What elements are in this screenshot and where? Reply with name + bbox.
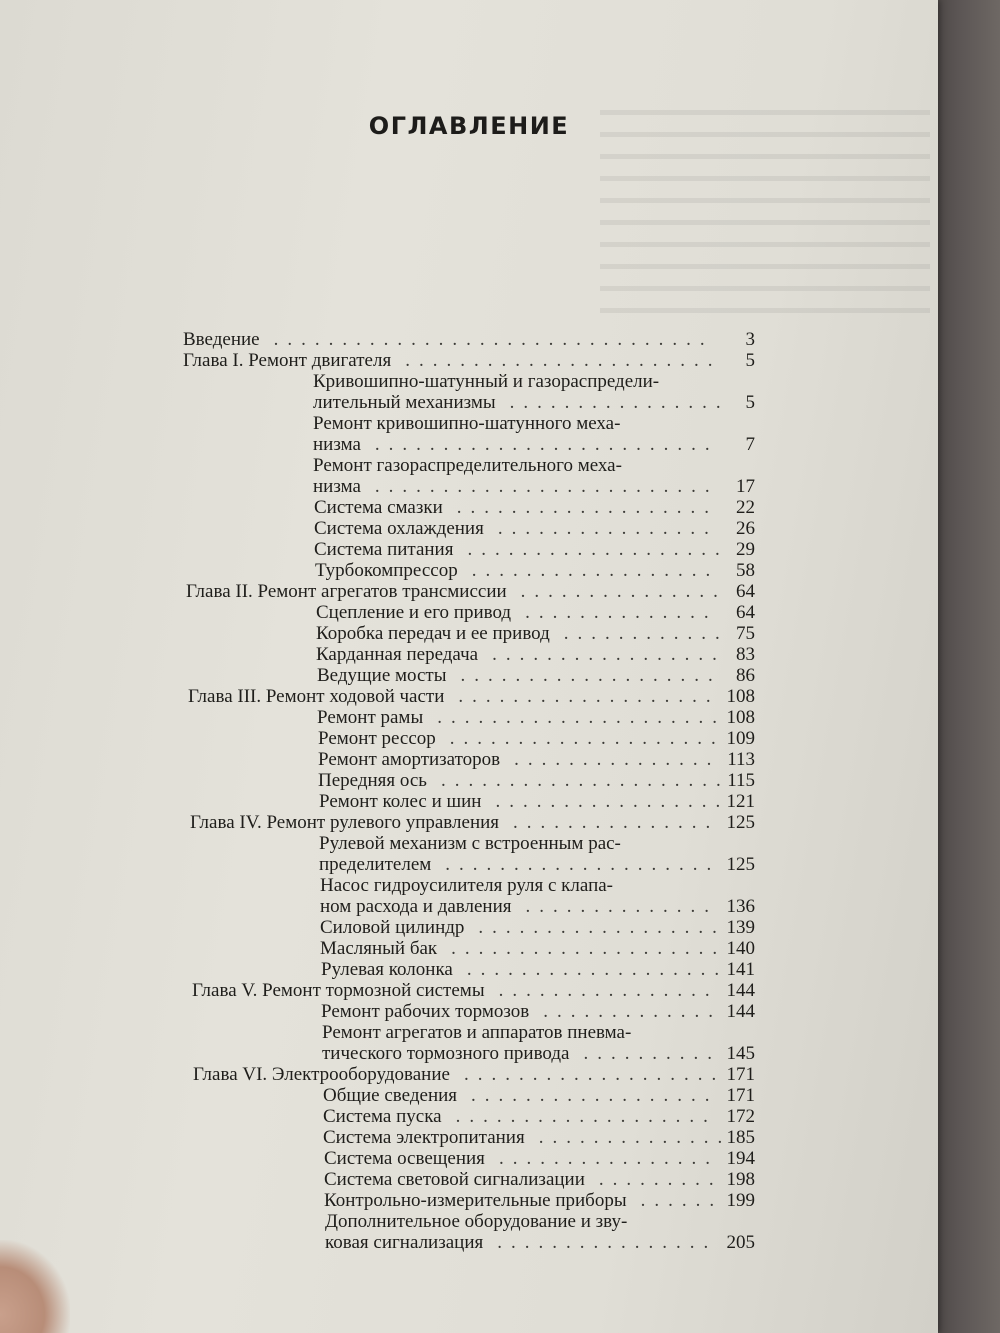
toc-line bbox=[321, 1001, 755, 1023]
leader-dots: .......... bbox=[583, 1043, 721, 1064]
leader-dots: ................... bbox=[466, 959, 729, 980]
toc-page-number: 108 bbox=[726, 686, 755, 707]
toc-line bbox=[324, 1169, 755, 1191]
leader-dots: .................... bbox=[445, 854, 721, 875]
leader-dots: .............. bbox=[525, 602, 718, 623]
page-title: ОГЛАВЛЕНИЕ bbox=[368, 112, 570, 140]
toc-line bbox=[320, 875, 755, 897]
leader-dots: .................. bbox=[478, 917, 726, 938]
toc-page-number: 83 bbox=[736, 644, 755, 665]
toc-page-number: 125 bbox=[726, 812, 755, 833]
leader-dots: ................... bbox=[460, 665, 722, 686]
leader-dots: ................. bbox=[492, 644, 726, 665]
toc-page-number: 64 bbox=[736, 581, 755, 602]
toc-line bbox=[183, 350, 755, 372]
leader-dots: ............ bbox=[563, 623, 729, 644]
toc-entry-text: Ремонт колес и шин bbox=[319, 791, 482, 812]
toc-line bbox=[320, 938, 755, 960]
toc-line bbox=[323, 1106, 755, 1128]
toc-entry-text: Передняя ось bbox=[318, 770, 427, 791]
leader-dots: ....................... bbox=[405, 350, 722, 371]
toc-line bbox=[314, 518, 755, 540]
toc-line bbox=[313, 413, 755, 435]
toc-page-number: 109 bbox=[726, 728, 755, 749]
toc-entry-text: Система смазки bbox=[314, 497, 443, 518]
toc-entry-text: ковая сигнализация bbox=[325, 1232, 484, 1253]
toc-page-number: 29 bbox=[736, 539, 755, 560]
toc-entry-text: Дополнительное оборудование и зву- bbox=[325, 1211, 628, 1232]
toc-line bbox=[313, 476, 755, 498]
toc-entry-text: Система освещения bbox=[324, 1148, 485, 1169]
toc-line bbox=[322, 1043, 755, 1065]
toc-page-number: 144 bbox=[726, 1001, 755, 1022]
toc-line bbox=[325, 1211, 755, 1233]
toc-page-number: 22 bbox=[736, 497, 755, 518]
leader-dots: .................... bbox=[449, 728, 725, 749]
toc-line bbox=[318, 749, 755, 771]
toc-line bbox=[324, 1190, 755, 1212]
toc-entry-text: Ремонт рамы bbox=[317, 707, 424, 728]
toc-line bbox=[192, 980, 755, 1002]
toc-line bbox=[325, 1232, 755, 1254]
toc-line bbox=[314, 497, 755, 519]
leader-dots: ................. bbox=[495, 791, 730, 812]
leader-dots: .............. bbox=[538, 1127, 732, 1148]
toc-page-number: 5 bbox=[745, 392, 755, 413]
thumb bbox=[0, 1240, 70, 1333]
leader-dots: ................ bbox=[498, 980, 719, 1001]
toc-entry-text: Введение bbox=[183, 329, 260, 350]
leader-dots: ................... bbox=[456, 497, 719, 518]
toc-entry-text: Система световой сигнализации bbox=[324, 1169, 585, 1190]
toc-entry-text: Глава IV. Ремонт рулевого управления bbox=[190, 812, 500, 833]
toc-entry-text: Система питания bbox=[314, 539, 454, 560]
toc-page-number: 113 bbox=[727, 749, 755, 770]
leader-dots: ......... bbox=[598, 1169, 723, 1190]
toc-line bbox=[316, 602, 755, 624]
leader-dots: ................... bbox=[455, 1106, 717, 1127]
toc-line bbox=[193, 1064, 755, 1086]
toc-page-number: 26 bbox=[736, 518, 755, 539]
leader-dots: .................... bbox=[451, 938, 727, 959]
toc-line bbox=[313, 392, 755, 414]
toc-line bbox=[186, 581, 755, 603]
leader-dots: ................... bbox=[458, 686, 720, 707]
leader-dots: ................ bbox=[509, 392, 730, 413]
leader-dots: ................... bbox=[463, 1064, 726, 1085]
toc-entry-text: низма bbox=[313, 434, 361, 455]
toc-page-number: 108 bbox=[726, 707, 755, 728]
toc-entry-text: Карданная передача bbox=[316, 644, 479, 665]
toc-entry-text: Система электропитания bbox=[323, 1127, 525, 1148]
toc-entry-text: Ремонт рессор bbox=[318, 728, 436, 749]
toc-page-number: 199 bbox=[726, 1190, 755, 1211]
toc-page-number: 17 bbox=[736, 476, 755, 497]
toc-line bbox=[318, 728, 755, 750]
toc-line bbox=[319, 791, 755, 813]
toc-page-number: 75 bbox=[736, 623, 755, 644]
toc-entry-text: Контрольно-измерительные приборы bbox=[324, 1190, 627, 1211]
toc-line bbox=[313, 434, 755, 456]
toc-page-number: 144 bbox=[726, 980, 755, 1001]
leader-dots: .............. bbox=[525, 896, 719, 917]
leader-dots: ......................... bbox=[374, 476, 719, 497]
toc-entry-text: Кривошипно-шатунный и газораспредели- bbox=[313, 371, 660, 392]
toc-entry-text: Общие сведения bbox=[323, 1085, 458, 1106]
toc-entry-text: Рулевая колонка bbox=[321, 959, 453, 980]
toc-line bbox=[320, 917, 755, 939]
toc-page-number: 198 bbox=[726, 1169, 755, 1190]
toc-page-number: 194 bbox=[726, 1148, 755, 1169]
leader-dots: ..................... bbox=[437, 707, 726, 728]
toc-entry-text: Турбокомпрессор bbox=[315, 560, 458, 581]
toc-line bbox=[183, 329, 755, 351]
toc-line bbox=[321, 959, 755, 981]
toc-line bbox=[318, 770, 755, 792]
leader-dots: .................. bbox=[471, 560, 720, 581]
leader-dots: .................. bbox=[471, 1085, 719, 1106]
toc-line bbox=[323, 1127, 755, 1149]
toc-entry-text: Масляный бак bbox=[320, 938, 438, 959]
toc-page-number: 185 bbox=[726, 1127, 755, 1148]
toc-line bbox=[313, 371, 755, 393]
toc-page-number: 3 bbox=[745, 329, 755, 350]
toc-entry-text: Сцепление и его привод bbox=[316, 602, 512, 623]
toc-line bbox=[316, 644, 755, 666]
toc-page-number: 136 bbox=[726, 896, 755, 917]
toc-entry-text: Система охлаждения bbox=[314, 518, 484, 539]
toc-page-number: 5 bbox=[745, 350, 755, 371]
leader-dots: ................ bbox=[497, 518, 718, 539]
toc-page-number: 125 bbox=[726, 854, 755, 875]
leader-dots: ............. bbox=[543, 1001, 722, 1022]
toc-page-number: 7 bbox=[745, 434, 755, 455]
toc-entry-text: пределителем bbox=[319, 854, 432, 875]
toc-line bbox=[313, 455, 755, 477]
toc-entry-text: Насос гидроусилителя руля с клапа- bbox=[320, 875, 613, 896]
leader-dots: ...... bbox=[640, 1190, 724, 1211]
toc-page-number: 139 bbox=[726, 917, 755, 938]
toc-line bbox=[317, 665, 755, 687]
toc-line bbox=[322, 1022, 755, 1044]
toc-line bbox=[320, 896, 755, 918]
toc-entry-text: Силовой цилиндр bbox=[320, 917, 465, 938]
toc-line bbox=[324, 1148, 755, 1170]
toc-page-number: 205 bbox=[726, 1232, 755, 1253]
book-spine bbox=[930, 0, 1000, 1333]
toc-page-number: 171 bbox=[726, 1085, 755, 1106]
toc-entry-text: лительный механизмы bbox=[313, 392, 496, 413]
leader-dots: ............... bbox=[513, 812, 720, 833]
toc-entry-text: Система пуска bbox=[323, 1106, 442, 1127]
toc-page-number: 140 bbox=[726, 938, 755, 959]
toc-line bbox=[319, 833, 755, 855]
toc-page-number: 64 bbox=[736, 602, 755, 623]
leader-dots: ......................... bbox=[374, 434, 719, 455]
toc-line bbox=[315, 560, 755, 582]
toc-entry-text: Ремонт кривошипно-шатунного меха- bbox=[313, 413, 621, 434]
toc-page-number: 141 bbox=[726, 959, 755, 980]
toc-entry-text: Ремонт амортизаторов bbox=[318, 749, 501, 770]
toc-line bbox=[190, 812, 755, 834]
toc-page-number: 172 bbox=[726, 1106, 755, 1127]
toc-entry-text: Ремонт агрегатов и аппаратов пневма- bbox=[322, 1022, 632, 1043]
leader-dots: ............... bbox=[520, 581, 727, 602]
toc-entry-text: Глава VI. Электрооборудование bbox=[193, 1064, 450, 1085]
toc-page-number: 58 bbox=[736, 560, 755, 581]
toc-entry-text: Ремонт рабочих тормозов bbox=[321, 1001, 530, 1022]
toc-entry-text: Глава II. Ремонт агрегатов трансмиссии bbox=[186, 581, 507, 602]
show-through-text bbox=[600, 110, 930, 320]
toc-line bbox=[314, 539, 755, 561]
toc-entry-text: Коробка передач и ее привод bbox=[316, 623, 550, 644]
toc-entry-text: тического тормозного привода bbox=[322, 1043, 570, 1064]
leader-dots: ................................ bbox=[273, 329, 714, 350]
leader-dots: ................ bbox=[497, 1232, 718, 1253]
leader-dots: ..................... bbox=[440, 770, 730, 791]
leader-dots: ................... bbox=[467, 539, 729, 560]
toc-entry-text: Глава III. Ремонт ходовой части bbox=[188, 686, 445, 707]
toc-page-number: 115 bbox=[727, 770, 755, 791]
toc-entry-text: Ремонт газораспределительного меха- bbox=[313, 455, 622, 476]
toc-entry-text: Глава V. Ремонт тормозной системы bbox=[192, 980, 485, 1001]
toc-entry-text: Ведущие мосты bbox=[317, 665, 447, 686]
toc-entry-text: ном расхода и давления bbox=[320, 896, 512, 917]
toc-page-number: 145 bbox=[726, 1043, 755, 1064]
toc-line bbox=[323, 1085, 755, 1107]
leader-dots: ............... bbox=[514, 749, 721, 770]
toc-line bbox=[317, 707, 755, 729]
leader-dots: ................ bbox=[498, 1148, 719, 1169]
toc-line bbox=[316, 623, 755, 645]
toc-entry-text: низма bbox=[313, 476, 361, 497]
toc-entry-text: Глава I. Ремонт двигателя bbox=[183, 350, 392, 371]
toc-line bbox=[188, 686, 755, 708]
toc-page-number: 86 bbox=[736, 665, 755, 686]
toc-page-number: 121 bbox=[726, 791, 755, 812]
toc-page-number: 171 bbox=[726, 1064, 755, 1085]
toc-entry-text: Рулевой механизм с встроенным рас- bbox=[319, 833, 621, 854]
toc-line bbox=[319, 854, 755, 876]
